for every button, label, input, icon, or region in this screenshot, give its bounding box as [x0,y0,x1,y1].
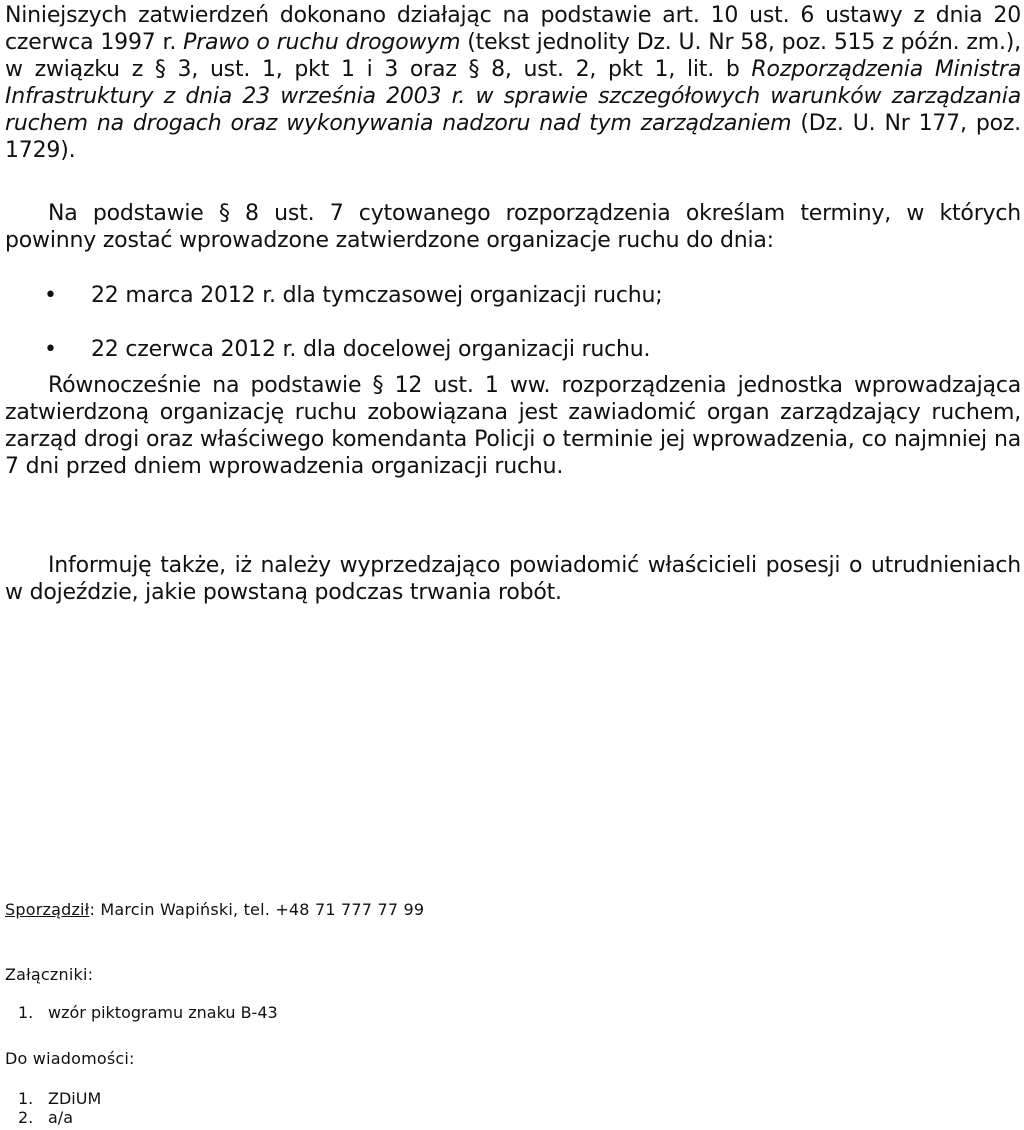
recipient-text: ZDiUM [48,1089,102,1108]
act-title: Prawo o ruchu drogowym [183,30,461,55]
legal-basis-paragraph [5,2,1021,164]
legal-basis-text-2: (tekst jednolity Dz. U. Nr 58, poz. 515 z późn. zm.), w związku z § 3, ust. 1, pkt 1 i 3 oraz § 8, ust. 2, pkt 1, lit. b [5,30,1021,82]
recipient-number: 1. [18,1089,34,1108]
notification-paragraph: Równocześnie na podstawie § 12 ust. 1 ww. rozporządzenia jednostka wprowadzająca zatwierdzoną organizację ruchu zobowiązana jest zawiadomić organ zarządzający ruchem, zarząd drogi oraz właściwego komendanta Policji o terminie jej wprowadzenia, co najmniej na 7 dni przed dniem wprowadzenia organizacji ruchu. [5,373,1021,479]
deadline-text: 22 marca 2012 r. dla tymczasowej organizacji ruchu; [91,283,663,308]
recipient-number: 2. [18,1108,34,1127]
bullet-icon: • [44,283,57,308]
prepared-by-line [5,900,424,920]
attachment-number: 1. [18,1003,34,1022]
bullet-icon: • [44,337,57,362]
prepared-by-value: Marcin Wapiński, tel. +48 71 777 77 99 [95,900,425,919]
deadline-text: 22 czerwca 2012 r. dla docelowej organizacji ruchu. [91,337,651,362]
recipients-heading: Do wiadomości: [5,1049,135,1068]
attachments-heading: Załączniki: [5,965,94,984]
recipient-text: a/a [48,1108,73,1127]
legal-basis-text-3: (Dz. U. Nr 177, poz. 1729). [5,111,1021,163]
deadline-item [0,282,1024,309]
deadline-item [0,336,1024,363]
prepared-by-colon: : [89,900,96,919]
deadlines-paragraph: Na podstawie § 8 ust. 7 cytowanego rozporządzenia określam terminy, w których powinny zostać wprowadzone zatwierdzone organizacje ruchu do dnia: [5,201,1021,253]
regulation-title: Rozporządzenia Ministra Infrastruktury z dnia 23 września 2003 r. w sprawie szczegółowych warunków zarządzania ruchem na drogach oraz wykonywania nadzoru nad tym zarządzaniem [5,57,1021,136]
deadlines-list [0,282,1024,363]
legal-basis-text-1: Niniejszych zatwierdzeń dokonano działając na podstawie art. 10 ust. 6 ustawy z dnia 20 czerwca 1997 r. [5,3,1021,55]
owners-info-paragraph: Informuję także, iż należy wyprzedzająco powiadomić właścicieli posesji o utrudnieniach w dojeździe, jakie powstaną podczas trwania robót. [5,553,1021,605]
attachment-text: wzór piktogramu znaku B-43 [48,1003,278,1022]
prepared-by-label: Sporządził [5,900,90,919]
